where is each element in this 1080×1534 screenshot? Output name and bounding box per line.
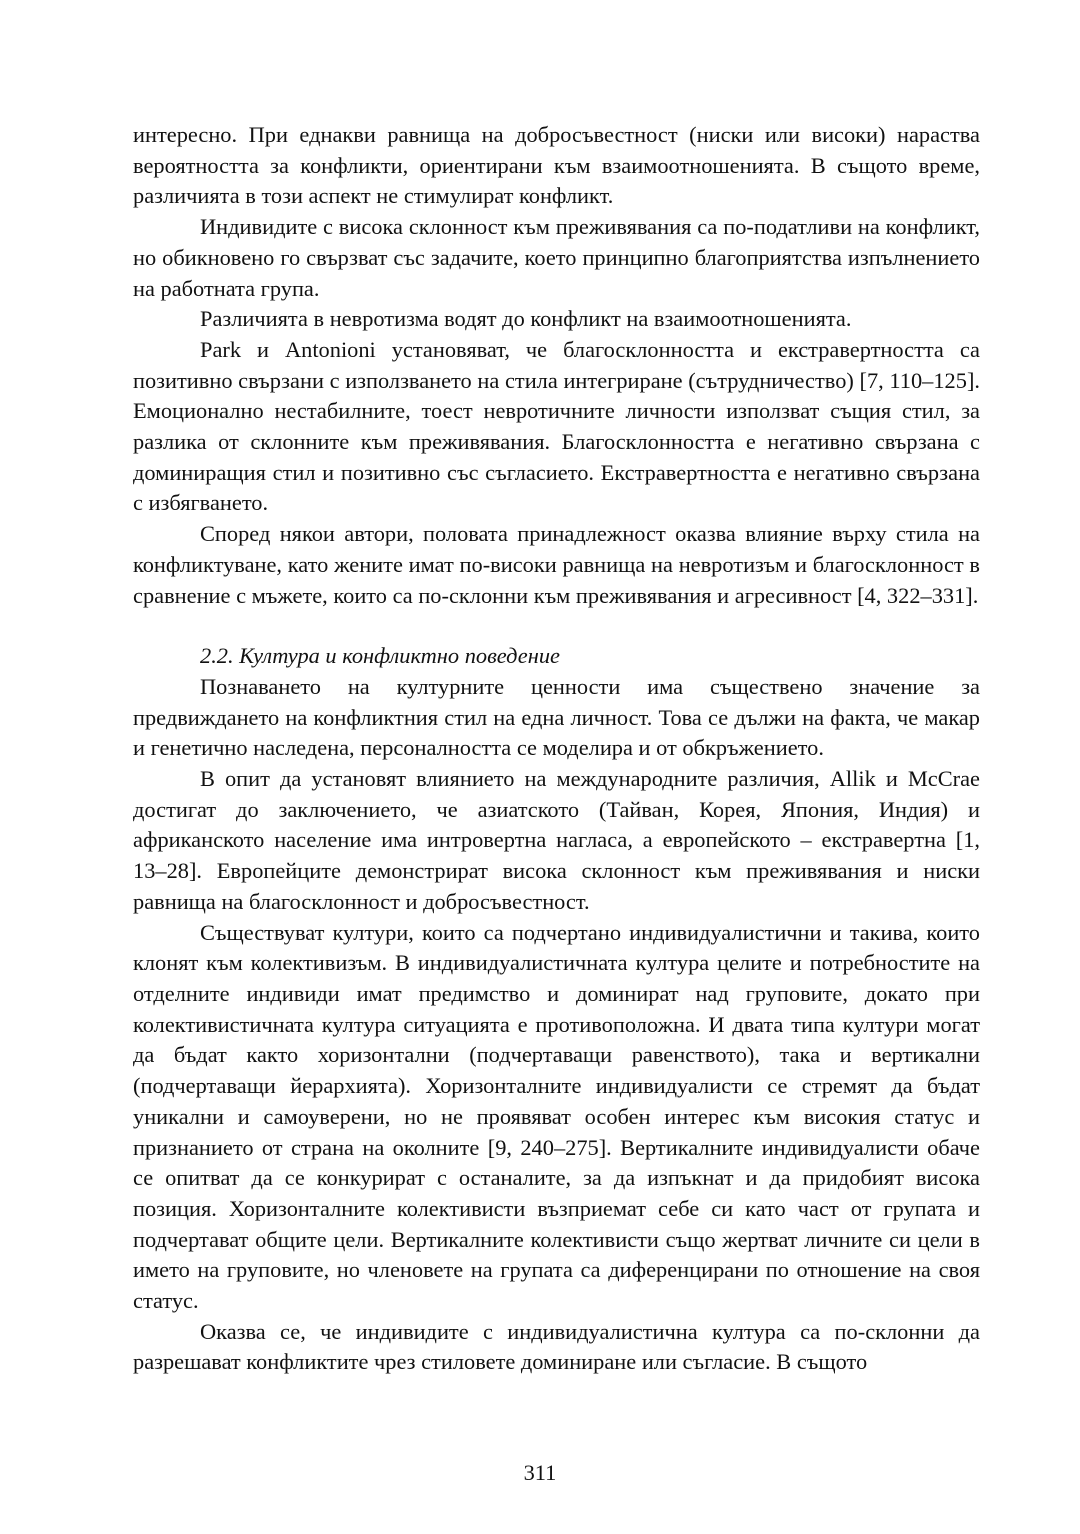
paragraph: Park и Antonioni установяват, че благосклонността и екстравертността са позитивно свързани с използването на стила интегриране (сътрудничество) [7, 110–125]. Емоционално нестабилните, тоест невротичните личности използват същия стил, за разлика от склонните към преживявания. Благосклонността е негативно свързана с доминиращия стил и позитивно със съгласието. Екстравертността е негативно свързана с избягването.	[133, 336, 980, 516]
section-heading: 2.2. Култура и конфликтно поведение	[200, 643, 560, 669]
page-number: 311	[523, 1460, 557, 1485]
paragraph: Познаването на културните ценности има съществено значение за предвиждането на конфликтния стил на една личност. Това се дължи на факта, че макар и генетично наследена, персоналността се моделира и от обкръжението.	[133, 673, 980, 761]
paragraph-continuation: интересно. При еднакви равнища на добросъвестност (ниски или високи) нараства вероятността за конфликти, ориентирани към взаимоотношенията. В същото време, различията в този аспект не стимулират конфликт.	[133, 122, 980, 209]
paragraph: В опит да установят влиянието на международните различия, Allik и McCrae достигат до заключението, че азиатското (Тайван, Корея, Япония, Индия) и африканското население има интровертна нагласа, а европейското – екстравертна [1, 13–28]. Европейците демонстрират висока склонност към преживявания и ниски равнища на благосклонност и добросъвестност.	[133, 766, 980, 914]
paragraph: Според някои автори, половата принадлежност оказва влияние върху стила на конфликтуване, като жените имат по-високи равнища на невротизъм и благосклонност в сравнение с мъжете, които са по-склонни към преживявания и агресивност [4, 322–331].	[133, 521, 980, 608]
paragraph: Съществуват култури, които са подчертано индивидуалистични и такива, които клонят към колективизъм. В индивидуалистичната култура целите и потребностите на отделните индивиди имат предимство и доминират над груповите, докато при колективистичната култура ситуацията е противоположна. И двата типа култури могат да бъдат както хоризонтални (подчертаващи равенството), така и вертикални (подчертаващи йерархията). Хоризонталните индивидуалисти се стремят да бъдат уникални и самоуверени, но не проявяват особен интерес към високия статус и признанието от страна на околните [9, 240–275]. Вертикалните индивидуалисти обаче се опитват да се конкурират с останалите, за да изпъкнат и да придобият висока позиция. Хоризонталните колективисти възприемат себе си като част от групата и подчертават общите цели. Вертикалните колективисти също жертват личните си цели в името на груповите, но членовете на групата са диференцирани по отношение на своя статус.	[133, 919, 980, 1314]
body-text	[133, 120, 980, 1378]
paragraph: Индивидите с висока склонност към преживявания са по-податливи на конфликт, но обикновено го свързват със задачите, което принципно благоприятства изпълнението на работната група.	[133, 214, 980, 301]
paragraph: Различията в невротизма водят до конфликт на взаимоотношенията.	[200, 306, 852, 332]
paragraph: Оказва се, че индивидите с индивидуалистична култура са по-склонни да разрешават конфликтите чрез стиловете доминиране или съгласие. В същото	[133, 1318, 980, 1375]
